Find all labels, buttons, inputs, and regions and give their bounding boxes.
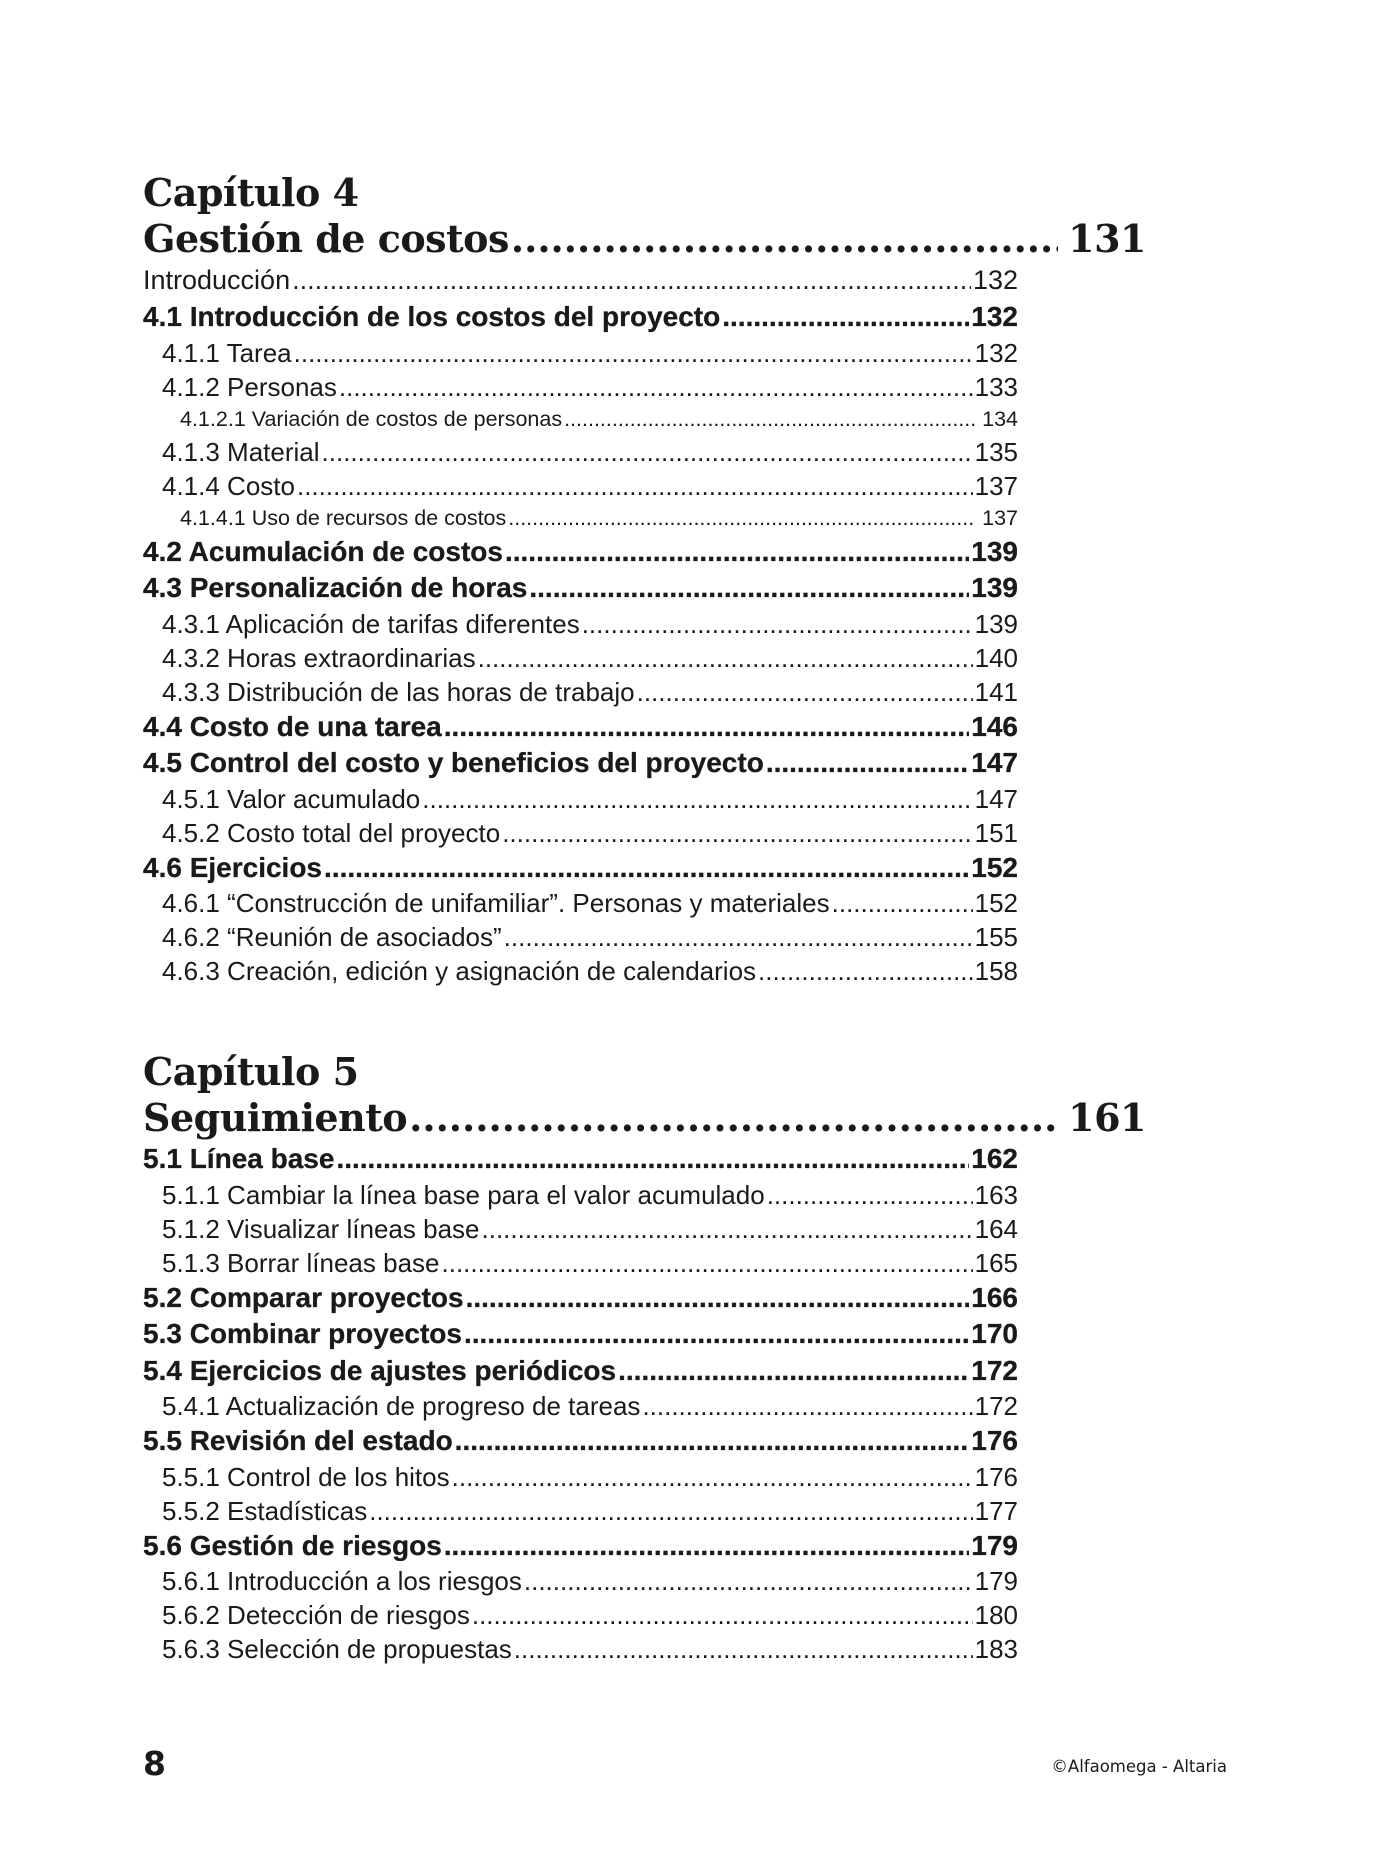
toc-entry-page: 155 xyxy=(974,922,1018,952)
toc-entry-page: 180 xyxy=(974,1600,1018,1630)
toc-entry xyxy=(143,262,1018,299)
dot-leader xyxy=(529,570,969,607)
chapter-label: Capítulo 4 xyxy=(143,170,359,215)
toc-entry-title: 4.1.2 Personas xyxy=(162,371,337,402)
dot-leader xyxy=(324,850,969,887)
toc-entry-page: 177 xyxy=(974,1495,1018,1526)
toc-entry-title: 4.6.1 “Construcción de unifamiliar”. Personas y materiales xyxy=(162,888,830,918)
toc-entry xyxy=(143,1141,1018,1178)
toc-entry-page: 139 xyxy=(971,535,1018,567)
chapter-4-section xyxy=(143,170,1146,988)
toc-entry-title: 5.1.1 Cambiar la línea base para el valor acumulado xyxy=(162,1179,765,1210)
toc-entry xyxy=(143,1460,1018,1494)
dot-leader xyxy=(292,262,971,299)
toc-entry-title: 5.1.2 Visualizar líneas base xyxy=(162,1213,480,1244)
toc-entry xyxy=(143,299,1018,336)
toc-entry-title: 4.5.1 Valor acumulado xyxy=(162,783,421,814)
toc-entry-title: 5.5.2 Estadísticas xyxy=(162,1495,368,1526)
toc-entry-page: 135 xyxy=(974,436,1018,467)
chapter-title-row xyxy=(143,1095,1146,1141)
toc-entry-page: 172 xyxy=(971,1354,1018,1386)
toc-entry-title: 5.1.3 Borrar líneas base xyxy=(162,1247,440,1278)
toc-entry-title: 4.3.3 Distribución de las horas de trabajo xyxy=(162,676,635,707)
toc-entry xyxy=(143,469,1018,503)
dot-leader xyxy=(336,1141,969,1178)
toc-entry xyxy=(143,641,1018,675)
toc-entry-title: 4.1.4.1 Uso de recursos de costos xyxy=(180,505,507,530)
toc-entry xyxy=(143,404,1018,435)
toc-entry xyxy=(143,782,1018,816)
toc-entry xyxy=(143,920,1018,954)
toc-entry-page: 147 xyxy=(974,783,1018,814)
toc-entry-page: 158 xyxy=(974,956,1018,986)
toc-entry-page: 176 xyxy=(974,1461,1018,1492)
toc-entry-title: 4.3.2 Horas extraordinarias xyxy=(162,642,476,673)
toc-entry-page: 165 xyxy=(974,1247,1018,1278)
toc-entry-page: 164 xyxy=(974,1213,1018,1244)
toc-entry xyxy=(143,1423,1018,1460)
dot-leader xyxy=(339,370,973,404)
dot-leader xyxy=(564,404,976,435)
toc-entry-page: 176 xyxy=(971,1425,1018,1456)
dot-leader xyxy=(369,1494,972,1528)
toc-entry-title: 4.2 Acumulación de costos xyxy=(143,535,503,567)
toc-entry-page: 147 xyxy=(971,747,1018,778)
toc-entry xyxy=(143,1316,1018,1353)
toc-entry-title: 5.4 Ejercicios de ajustes periódicos xyxy=(143,1354,617,1386)
dot-leader xyxy=(766,745,969,782)
toc-entry xyxy=(143,954,1018,988)
toc-entry-title: 4.1 Introducción de los costos del proyecto xyxy=(143,301,721,332)
dot-leader xyxy=(767,1178,973,1212)
dot-leader xyxy=(452,1460,973,1494)
toc-entry-title: 4.5.2 Costo total del proyecto xyxy=(162,817,501,848)
toc-entry-page: 166 xyxy=(971,1281,1018,1313)
dot-leader xyxy=(482,1212,973,1246)
toc-entry-title: 4.6.3 Creación, edición y asignación de calendarios xyxy=(162,956,757,986)
toc-entry-page: 137 xyxy=(974,470,1018,501)
dot-leader xyxy=(722,299,969,336)
toc-entry-title: 5.6.3 Selección de propuestas xyxy=(162,1634,512,1664)
dot-leader xyxy=(322,435,973,469)
toc-entry-title: 5.6.1 Introducción a los riesgos xyxy=(162,1566,522,1596)
toc-entry xyxy=(143,1246,1018,1280)
dot-leader xyxy=(466,1280,970,1317)
toc-entry xyxy=(143,503,1018,534)
toc-entry xyxy=(143,886,1018,920)
dot-leader xyxy=(505,534,969,571)
toc-entry-page: 132 xyxy=(972,265,1018,295)
toc-entry xyxy=(143,1528,1018,1565)
dot-leader xyxy=(444,1528,970,1565)
toc-entry xyxy=(143,570,1018,607)
toc-entry xyxy=(143,1389,1018,1423)
toc-entry xyxy=(143,1632,1018,1666)
dot-leader xyxy=(832,886,973,920)
toc-entry-title: 4.6 Ejercicios xyxy=(143,851,323,883)
toc-entry-title: 4.1.4 Costo xyxy=(162,470,295,501)
chapter-title-row xyxy=(143,216,1146,262)
toc-entry xyxy=(143,1280,1018,1317)
toc-entry-title: Introducción xyxy=(143,265,291,295)
toc-entry-page: 183 xyxy=(974,1634,1018,1664)
dot-leader xyxy=(618,1353,969,1390)
toc-entry xyxy=(143,1564,1018,1598)
toc-entry-page: 162 xyxy=(971,1143,1018,1174)
toc-entry-title: 5.5 Revisión del estado xyxy=(143,1425,453,1456)
toc-entry-title: 4.1.1 Tarea xyxy=(162,337,292,368)
chapter-title: Gestión de costos xyxy=(143,216,509,261)
dot-leader xyxy=(642,1389,972,1423)
toc-entry-page: 139 xyxy=(971,572,1018,603)
toc-entry xyxy=(143,850,1018,887)
toc-entry-page: 179 xyxy=(974,1566,1018,1596)
dot-leader xyxy=(582,607,973,641)
toc-entry-page: 146 xyxy=(971,710,1018,742)
footer-copyright: ©Alfaomega - Altaria xyxy=(1051,1757,1227,1776)
toc-entry-page: 152 xyxy=(971,851,1018,883)
toc-entry-page: 137 xyxy=(982,505,1018,530)
dot-leader xyxy=(455,1423,970,1460)
toc-entry-title: 4.1.3 Material xyxy=(162,436,320,467)
toc-entry-page: 134 xyxy=(982,406,1018,431)
toc-entry-page: 152 xyxy=(974,888,1018,918)
dot-leader xyxy=(444,709,970,746)
toc-entry-title: 5.3 Combinar proyectos xyxy=(143,1318,462,1349)
toc-entry-title: 5.6.2 Detección de riesgos xyxy=(162,1600,470,1630)
toc-entry xyxy=(143,1494,1018,1528)
chapter-label: Capítulo 5 xyxy=(143,1049,359,1094)
dot-leader xyxy=(422,782,972,816)
toc-entry xyxy=(143,745,1018,782)
dot-leader xyxy=(508,503,976,534)
dot-leader xyxy=(472,1598,973,1632)
chapter-page-number: 161 xyxy=(1068,1095,1146,1140)
toc-entry-title: 5.4.1 Actualización de progreso de tareas xyxy=(162,1391,641,1421)
toc-list xyxy=(143,262,1018,988)
footer-page-number: 8 xyxy=(143,1744,166,1783)
toc-entry xyxy=(143,1598,1018,1632)
toc-entry xyxy=(143,336,1018,370)
toc-list xyxy=(143,1141,1018,1666)
toc-entry-title: 5.2 Comparar proyectos xyxy=(143,1281,464,1313)
chapter-title: Seguimiento xyxy=(143,1095,408,1140)
toc-entry xyxy=(143,1178,1018,1212)
dot-leader xyxy=(409,1095,1058,1141)
dot-leader xyxy=(514,1632,973,1666)
toc-entry-page: 172 xyxy=(974,1391,1018,1421)
toc-entry-page: 140 xyxy=(974,642,1018,673)
dot-leader xyxy=(478,641,973,675)
dot-leader xyxy=(504,920,973,954)
toc-entry-page: 132 xyxy=(974,337,1018,368)
toc-entry-title: 4.3.1 Aplicación de tarifas diferentes xyxy=(162,608,580,639)
dot-leader xyxy=(502,816,972,850)
toc-entry-page: 133 xyxy=(974,371,1018,402)
dot-leader xyxy=(464,1316,969,1353)
toc-entry-title: 4.6.2 “Reunión de asociados” xyxy=(162,922,502,952)
toc-entry xyxy=(143,709,1018,746)
toc-entry xyxy=(143,534,1018,571)
toc-entry-page: 179 xyxy=(971,1529,1018,1561)
dot-leader xyxy=(511,216,1058,262)
toc-entry-title: 4.5 Control del costo y beneficios del proyecto xyxy=(143,747,764,778)
toc-entry xyxy=(143,370,1018,404)
toc-entry xyxy=(143,1353,1018,1390)
toc-entry-title: 4.4 Costo de una tarea xyxy=(143,710,442,742)
toc-entry-page: 139 xyxy=(974,608,1018,639)
toc-entry-page: 170 xyxy=(971,1318,1018,1349)
toc-entry xyxy=(143,1212,1018,1246)
toc-entry-page: 151 xyxy=(974,817,1018,848)
toc-entry-title: 5.1 Línea base xyxy=(143,1143,335,1174)
toc-entry-page: 132 xyxy=(971,301,1018,332)
dot-leader xyxy=(758,954,973,988)
toc-entry-page: 141 xyxy=(974,676,1018,707)
toc-entry-title: 4.3 Personalización de horas xyxy=(143,572,528,603)
toc-entry-title: 5.5.1 Control de los hitos xyxy=(162,1461,450,1492)
dot-leader xyxy=(524,1564,973,1598)
toc-entry xyxy=(143,816,1018,850)
dot-leader xyxy=(442,1246,973,1280)
toc-entry-title: 4.1.2.1 Variación de costos de personas xyxy=(180,406,563,431)
chapter-5-section xyxy=(143,1049,1146,1666)
toc-entry xyxy=(143,607,1018,641)
chapter-page-number: 131 xyxy=(1068,216,1146,261)
toc-entry xyxy=(143,675,1018,709)
toc-entry-title: 5.6 Gestión de riesgos xyxy=(143,1529,442,1561)
toc-entry xyxy=(143,435,1018,469)
toc-entry-page: 163 xyxy=(974,1179,1018,1210)
dot-leader xyxy=(294,336,973,370)
dot-leader xyxy=(297,469,973,503)
dot-leader xyxy=(637,675,973,709)
